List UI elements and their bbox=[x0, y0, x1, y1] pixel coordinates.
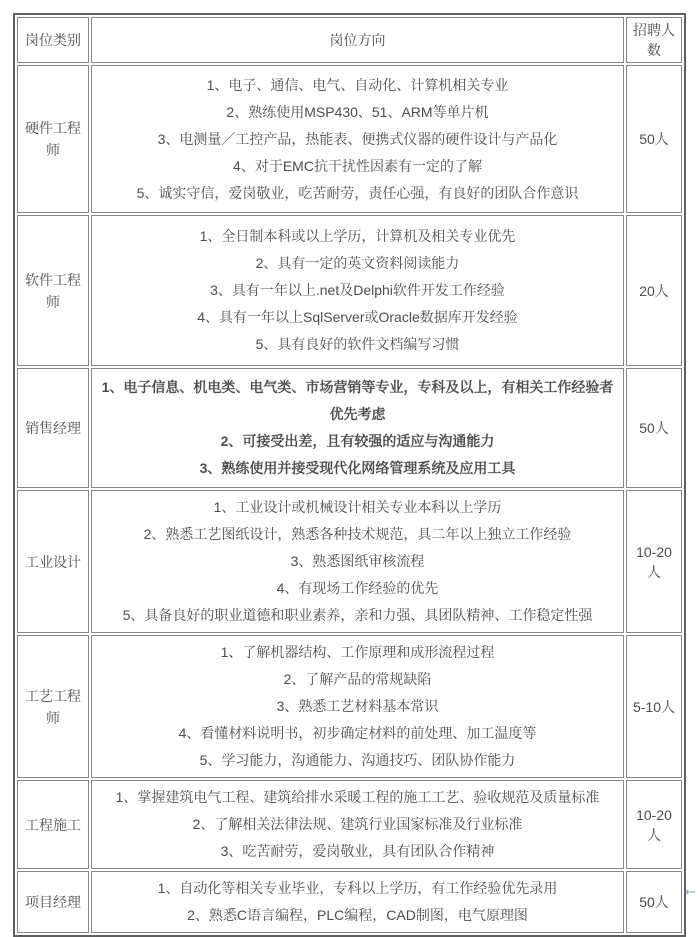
table-row bbox=[17, 635, 682, 778]
paragraph-return-mark: ← bbox=[685, 885, 696, 900]
header-headcount: 招聘人数 bbox=[626, 17, 682, 63]
direction-line: 4、具有一年以上SqlServer或Oracle数据库开发经验 bbox=[197, 309, 518, 325]
direction-line: 2、熟练使用MSP430、51、ARM等单片机 bbox=[226, 103, 489, 120]
category-cell: 工艺工程师 bbox=[17, 635, 89, 778]
directions-cell bbox=[91, 635, 624, 778]
headcount-cell: 10-20人 bbox=[626, 490, 682, 633]
category-cell: 销售经理 bbox=[17, 368, 89, 488]
direction-line: 3、熟悉工艺材料基本常识 bbox=[276, 698, 439, 714]
direction-line: 3、熟练使用并接受现代化网络管理系统及应用工具 bbox=[199, 460, 516, 476]
table-row bbox=[17, 368, 682, 488]
table-row bbox=[17, 215, 682, 366]
directions-cell bbox=[91, 871, 624, 933]
header-direction: 岗位方向 bbox=[91, 17, 624, 63]
direction-line: 5、诚实守信，爱岗敬业，吃苦耐劳，责任心强，有良好的团队合作意识 bbox=[136, 184, 579, 201]
direction-line: 3、熟悉图纸审核流程 bbox=[290, 553, 425, 569]
headcount-cell: 50人 bbox=[626, 65, 682, 213]
direction-line: 4、看懂材料说明书，初步确定材料的前处理、加工温度等 bbox=[178, 725, 537, 741]
direction-line: 3、吃苦耐劳，爱岗敬业，具有团队合作精神 bbox=[220, 843, 495, 859]
direction-line: 1、掌握建筑电气工程、建筑给排水采暖工程的施工工艺、验收规范及质量标准 bbox=[115, 789, 600, 805]
table-row bbox=[17, 65, 682, 213]
table-row bbox=[17, 871, 682, 933]
header-category: 岗位类别 bbox=[17, 17, 89, 63]
job-table-body bbox=[17, 65, 682, 933]
direction-line: 1、工业设计或机械设计相关专业本科以上学历 bbox=[213, 499, 502, 515]
directions-cell bbox=[91, 490, 624, 633]
direction-line: 1、了解机器结构、工作原理和成形流程过程 bbox=[220, 644, 495, 660]
category-cell: 工业设计 bbox=[17, 490, 89, 633]
direction-line: 5、具备良好的职业道德和职业素养，亲和力强、具团队精神、工作稳定性强 bbox=[122, 607, 593, 623]
direction-line: 1、自动化等相关专业毕业，专科以上学历，有工作经验优先录用 bbox=[157, 880, 558, 896]
headcount-cell: 5-10人 bbox=[626, 635, 682, 778]
direction-line: 4、对于EMC抗干扰性因素有一定的了解 bbox=[233, 157, 482, 174]
direction-line: 2、了解产品的常规缺陷 bbox=[283, 671, 432, 687]
category-cell: 工程施工 bbox=[17, 780, 89, 869]
direction-line: 1、电子信息、机电类、电气类、市场营销等专业，专科及以上，有相关工作经验者优先考虑 bbox=[101, 379, 614, 422]
directions-cell bbox=[91, 215, 624, 366]
direction-line: 2、可接受出差，且有较强的适应与沟通能力 bbox=[220, 433, 495, 449]
directions-cell bbox=[91, 65, 624, 213]
job-table-header bbox=[17, 17, 682, 63]
direction-line: 4、有现场工作经验的优先 bbox=[276, 580, 439, 596]
direction-line: 5、学习能力，沟通能力、沟通技巧、团队协作能力 bbox=[199, 752, 516, 768]
direction-line: 2、熟悉工艺图纸设计，熟悉各种技术规范，具二年以上独立工作经验 bbox=[143, 526, 572, 542]
directions-cell bbox=[91, 780, 624, 869]
direction-line: 5、具有良好的软件文档编写习惯 bbox=[255, 336, 460, 352]
headcount-cell: 10-20人 bbox=[626, 780, 682, 869]
table-row bbox=[17, 780, 682, 869]
header-row bbox=[17, 17, 682, 63]
table-row bbox=[17, 490, 682, 633]
direction-line: 1、电子、通信、电气、自动化、计算机相关专业 bbox=[206, 76, 509, 93]
direction-line: 3、电测量／工控产品，热能表、便携式仪器的硬件设计与产品化 bbox=[157, 130, 558, 147]
direction-line: 1、全日制本科或以上学历，计算机及相关专业优先 bbox=[199, 228, 516, 244]
headcount-cell: 20人 bbox=[626, 215, 682, 366]
direction-line: 2、了解相关法律法规、建筑行业国家标准及行业标准 bbox=[192, 816, 523, 832]
category-cell: 硬件工程师 bbox=[17, 65, 89, 213]
direction-line: 2、熟悉C语言编程，PLC编程，CAD制图，电气原理图 bbox=[187, 907, 528, 923]
category-cell: 项目经理 bbox=[17, 871, 89, 933]
job-table bbox=[13, 13, 686, 937]
directions-cell bbox=[91, 368, 624, 488]
category-cell: 软件工程师 bbox=[17, 215, 89, 366]
headcount-cell: 50人 bbox=[626, 871, 682, 933]
headcount-cell: 50人 bbox=[626, 368, 682, 488]
direction-line: 2、具有一定的英文资料阅读能力 bbox=[255, 255, 460, 271]
direction-line: 3、具有一年以上.net及Delphi软件开发工作经验 bbox=[210, 282, 505, 298]
